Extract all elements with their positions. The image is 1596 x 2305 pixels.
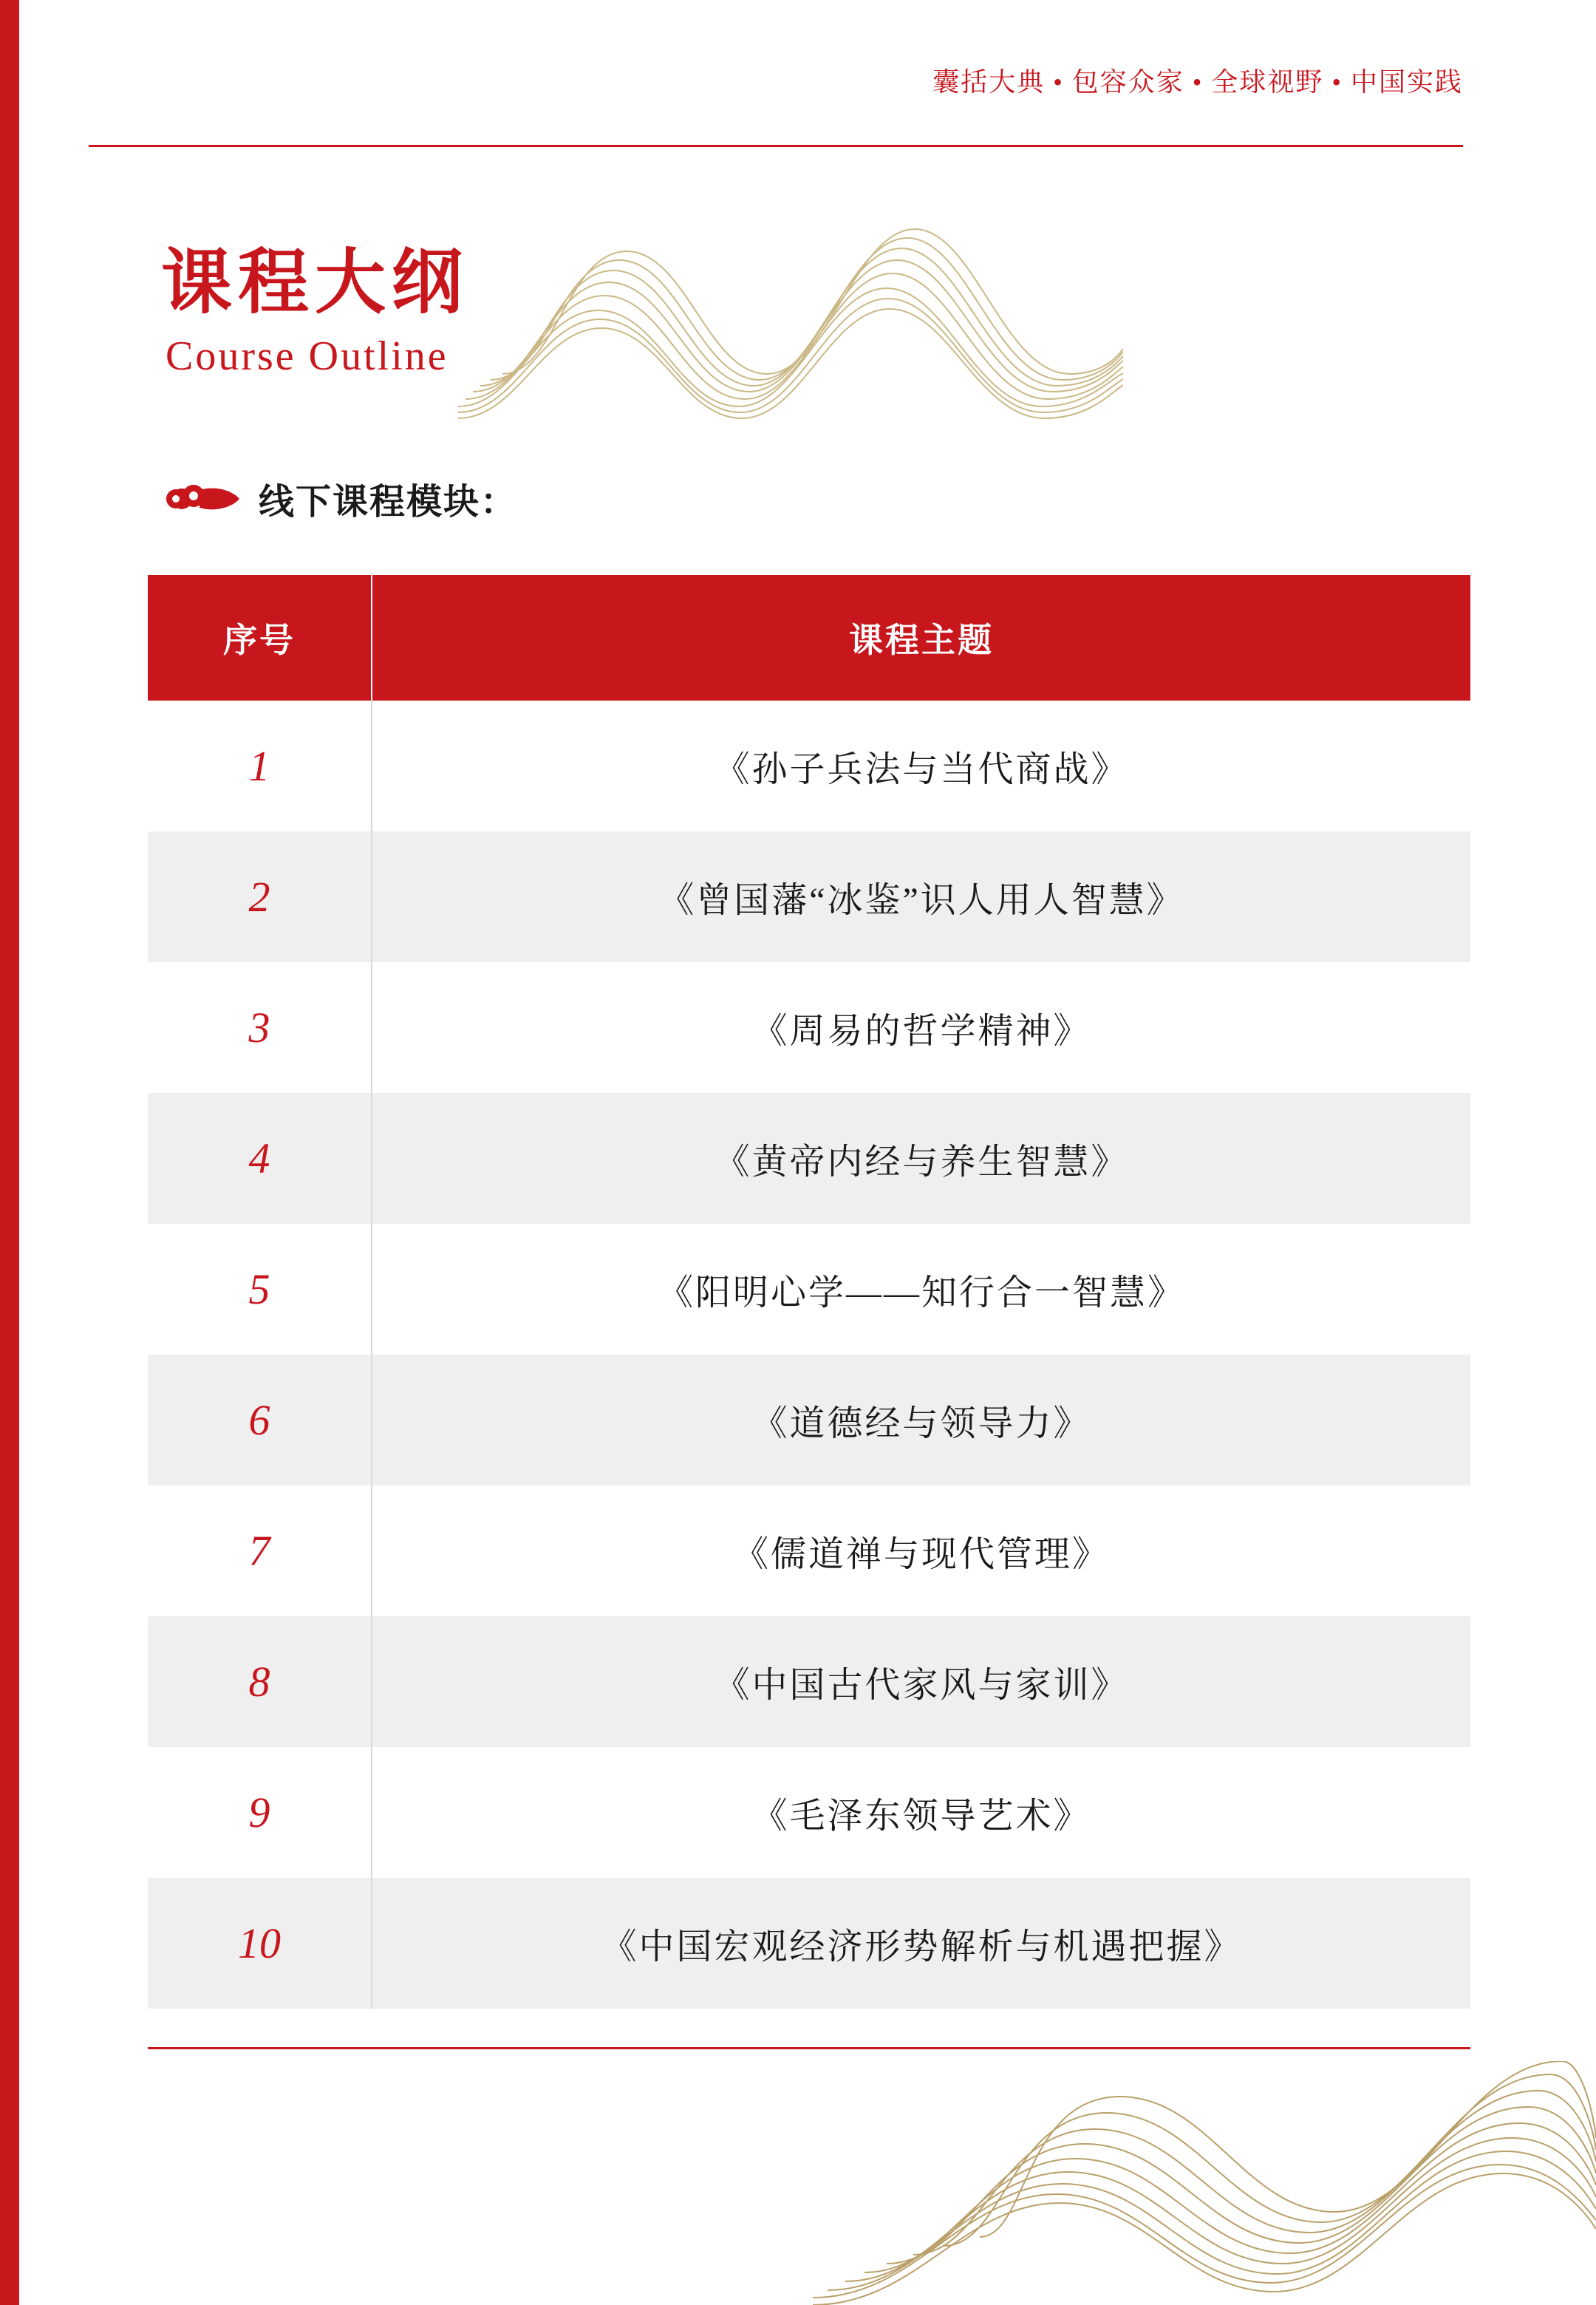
- row-topic: 《中国古代家风与家训》: [372, 1616, 1470, 1747]
- row-topic: 《道德经与领导力》: [372, 1355, 1470, 1485]
- column-header-topic: 课程主题: [372, 575, 1470, 701]
- table-row: [148, 1878, 1470, 2009]
- table-row: [148, 1616, 1470, 1747]
- table-row: [148, 1747, 1470, 1878]
- row-number: 1: [148, 701, 372, 831]
- row-topic: 《毛泽东领导艺术》: [372, 1747, 1470, 1878]
- row-number: 6: [148, 1355, 372, 1485]
- row-number: 7: [148, 1485, 372, 1616]
- row-number: 8: [148, 1616, 372, 1747]
- table-row: [148, 1093, 1470, 1224]
- row-number: 10: [148, 1878, 372, 2009]
- row-number: 9: [148, 1747, 372, 1878]
- cloud-icon: [161, 477, 242, 521]
- table-row: [148, 962, 1470, 1093]
- table-body: [148, 701, 1470, 2009]
- header-tagline: 囊括大典 • 包容众家 • 全球视野 • 中国实践: [932, 67, 1463, 97]
- section-title: 线下课程模块：: [259, 483, 518, 522]
- row-topic: 《儒道禅与现代管理》: [372, 1485, 1470, 1616]
- row-number: 3: [148, 962, 372, 1093]
- footer-divider: [148, 2047, 1470, 2049]
- table-row: [148, 701, 1470, 831]
- header: [89, 67, 1463, 98]
- page-title-en: Course Outline: [166, 333, 449, 379]
- column-header-no: 序号: [148, 575, 372, 701]
- page-title: [161, 244, 1269, 379]
- row-number: 2: [148, 831, 372, 962]
- row-topic: 《中国宏观经济形势解析与机遇把握》: [372, 1878, 1470, 2009]
- row-topic: 《阳明心学——知行合一智慧》: [372, 1224, 1470, 1355]
- left-red-bar: [0, 0, 19, 2305]
- row-topic: 《周易的哲学精神》: [372, 962, 1470, 1093]
- table-row: [148, 1224, 1470, 1355]
- table-row: [148, 1485, 1470, 1616]
- bottom-wave-decoration: [813, 2061, 1596, 2305]
- row-number: 5: [148, 1224, 372, 1355]
- section-heading: [161, 473, 517, 524]
- table-row: [148, 831, 1470, 962]
- course-outline-table-wrapper: [148, 575, 1470, 2009]
- row-number: 4: [148, 1093, 372, 1224]
- course-outline-table: [148, 575, 1470, 2009]
- table-header: [148, 575, 1470, 701]
- page-title-cn: 课程大纲: [161, 243, 468, 322]
- row-topic: 《曾国藩“冰鉴”识人用人智慧》: [372, 831, 1470, 962]
- table-header-row: [148, 575, 1470, 701]
- row-topic: 《孙子兵法与当代商战》: [372, 701, 1470, 831]
- row-topic: 《黄帝内经与养生智慧》: [372, 1093, 1470, 1224]
- table-row: [148, 1355, 1470, 1485]
- header-divider: [89, 145, 1463, 147]
